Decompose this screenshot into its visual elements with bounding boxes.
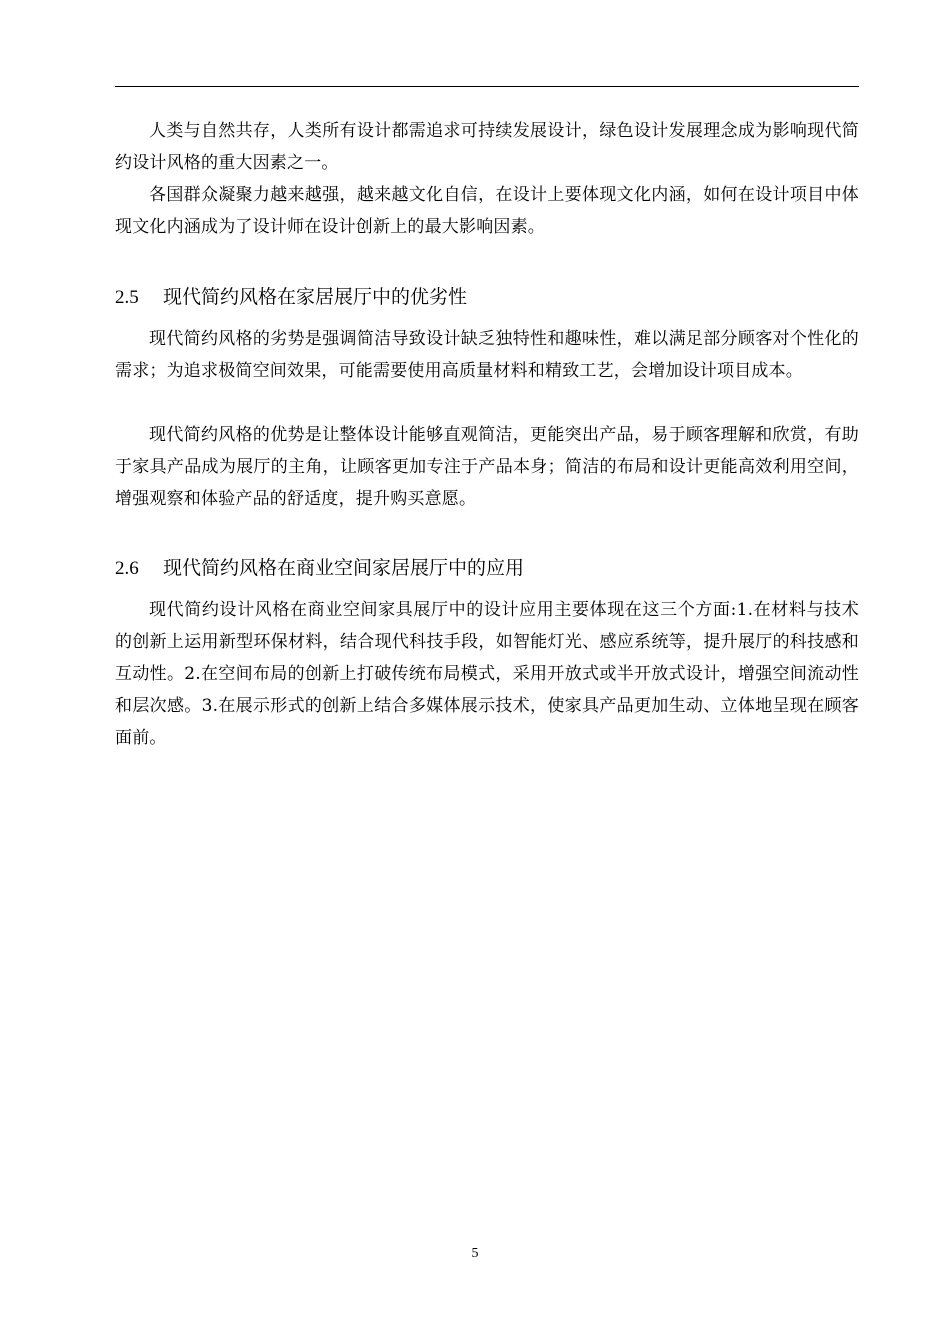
section-heading-2-6 (115, 553, 859, 584)
section-2-6-paragraph-1: 现代简约设计风格在商业空间家具展厅中的设计应用主要体现在这三个方面:1.在材料与技术的创新上运用新型环保材料，结合现代科技手段，如智能灯光、感应系统等，提升展厅的科技感和互动性。2.在空间布局的创新上打破传统布局模式，采用开放式或半开放式设计，增强空间流动性和层次感。3.在展示形式的创新上结合多媒体展示技术，使家具产品更加生动、立体地呈现在顾客面前。 (115, 600, 859, 748)
header-rule (115, 86, 859, 87)
section-number: 2.6 (115, 558, 139, 579)
section-number: 2.5 (115, 287, 139, 308)
section-2-5-paragraph-1: 现代简约风格的劣势是强调简洁导致设计缺乏独特性和趣味性，难以满足部分顾客对个性化的需求；为追求极简空间效果，可能需要使用高质量材料和精致工艺，会增加设计项目成本。 (115, 329, 859, 381)
intro-paragraph-2: 各国群众凝聚力越来越强，越来越文化自信，在设计上要体现文化内涵，如何在设计项目中体现文化内涵成为了设计师在设计创新上的最大影响因素。 (115, 185, 859, 237)
section-2-5-paragraph-2: 现代简约风格的优势是让整体设计能够直观简洁，更能突出产品，易于顾客理解和欣赏，有助于家具产品成为展厅的主角，让顾客更加专注于产品本身；简洁的布局和设计更能高效利用空间，增强观察和体验产品的舒适度，提升购买意愿。 (115, 425, 859, 509)
section-title: 现代简约风格在家居展厅中的优劣性 (163, 286, 468, 308)
intro-paragraph-1: 人类与自然共存，人类所有设计都需追求可持续发展设计，绿色设计发展理念成为影响现代简约设计风格的重大因素之一。 (115, 121, 859, 173)
page-number: 5 (471, 1246, 479, 1261)
section-heading-2-5 (115, 282, 859, 313)
section-title: 现代简约风格在商业空间家居展厅中的应用 (163, 557, 525, 579)
